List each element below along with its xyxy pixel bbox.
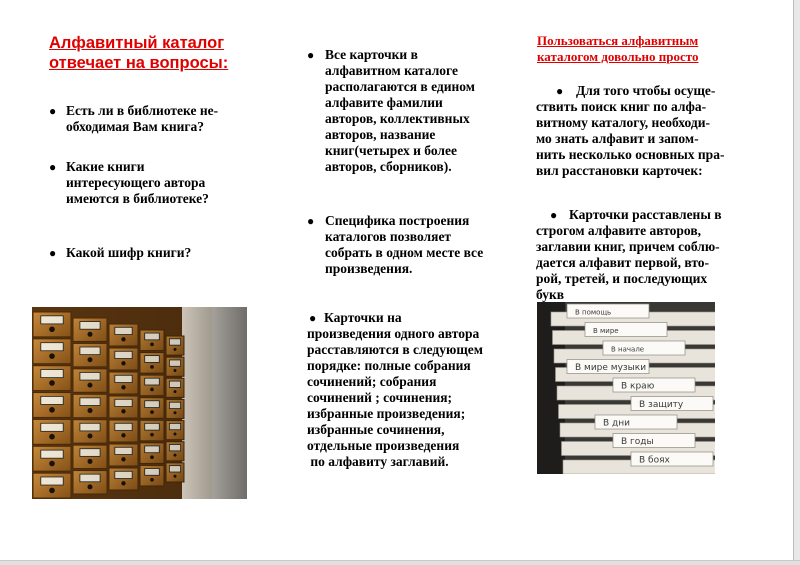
bullet-icon: ● <box>556 84 564 98</box>
column-1-list <box>49 103 249 273</box>
page-edge-right <box>793 0 800 565</box>
card-tab-label: В годы <box>621 437 654 447</box>
text-line: букв <box>536 287 565 302</box>
text-line: вил расстановки карточек: <box>536 163 703 178</box>
bullet-icon: ● <box>307 214 315 228</box>
card-tab-label: В мире музыки <box>575 363 647 373</box>
card-tab-label: В начале <box>611 345 645 354</box>
title-line: Алфавитный каталог <box>49 34 225 52</box>
text-line: Какой шифр книги? <box>66 245 192 260</box>
text-line: порядке: полные собрания <box>307 358 471 373</box>
bullet-icon: ● <box>49 246 57 260</box>
card-tab-label: В помощь <box>575 308 612 317</box>
bullet-icon: ● <box>49 160 57 174</box>
text-line: авторов, коллективных <box>325 111 470 126</box>
title-line: Пользоваться алфавитным <box>537 33 699 48</box>
text-line: по алфавиту заглавий. <box>307 454 449 469</box>
text-line: располагаются в едином <box>325 79 475 94</box>
text-line: сочинений; собрания <box>307 374 437 389</box>
text-line: отдельные произведения <box>307 438 460 453</box>
text-line: строгом алфавите авторов, <box>536 223 701 238</box>
card-tab-label: В краю <box>621 381 655 392</box>
text-line: мо знать алфавит и запом- <box>536 131 699 146</box>
text-line: Все карточки в <box>325 47 418 62</box>
text-line: алфавите фамилии <box>325 95 443 110</box>
text-line: Карточки расставлены в <box>569 207 722 222</box>
text-line: обходимая Вам книга? <box>66 119 205 134</box>
text-line: избранные произведения; <box>307 406 466 421</box>
text-line: Для того чтобы осуще- <box>576 83 716 98</box>
text-line: книг(четырех и более <box>325 143 457 158</box>
card-catalog-cabinet-photo <box>32 307 247 499</box>
bullet-icon: ● <box>550 208 558 222</box>
card-tab-label: В боях <box>639 455 670 466</box>
text-line: Карточки на <box>324 310 402 325</box>
text-line: сочинений ; сочинения; <box>307 390 453 405</box>
text-line: собрать в одном месте все <box>325 245 484 260</box>
bullet-icon: ● <box>49 104 57 118</box>
text-line: нить несколько основных пра- <box>536 147 725 162</box>
bullet-icon: ● <box>307 48 315 62</box>
text-line: авторов, название <box>325 127 436 142</box>
bullet-icon: ● <box>309 311 317 325</box>
text-line: дается алфавит первой, вто- <box>536 255 710 270</box>
column-1-title <box>49 33 249 73</box>
column-2-list <box>307 47 517 487</box>
card-tab-label: В защиту <box>639 400 684 410</box>
text-line: алфавитном каталоге <box>325 63 458 78</box>
page-edge-bottom <box>0 560 800 565</box>
text-line: избранные сочинения, <box>307 422 445 437</box>
text-line: произведения. <box>325 261 413 276</box>
text-line: ствить поиск книг по алфа- <box>536 99 707 114</box>
title-line: отвечает на вопросы: <box>49 54 229 72</box>
card-tab-label: В мире <box>593 327 619 335</box>
text-line: витному каталогу, необходи- <box>536 115 710 130</box>
text-line: имеются в библиотеке? <box>66 191 209 206</box>
text-line: Специфика построения <box>325 213 470 228</box>
text-line: произведения одного автора <box>307 326 480 341</box>
cabinet-illustration <box>32 307 247 499</box>
text-line: каталогов позволяет <box>325 229 452 244</box>
cards-illustration <box>537 302 715 474</box>
column-3-title <box>537 33 737 65</box>
catalog-cards-photo <box>537 302 715 474</box>
text-line: Какие книги <box>66 159 145 174</box>
text-line: рой, третей, и последующих <box>536 271 708 286</box>
text-line: расставляются в следующем <box>307 342 483 357</box>
card-tab-label: В дни <box>603 418 630 429</box>
title-line: каталогом довольно просто <box>537 49 699 64</box>
text-line: интересующего автора <box>66 175 206 190</box>
text-line: заглавии книг, причем соблю- <box>536 239 720 254</box>
text-line: авторов, сборников). <box>325 159 452 174</box>
column-3-list <box>536 83 751 308</box>
text-line: Есть ли в библиотеке не- <box>66 103 219 118</box>
